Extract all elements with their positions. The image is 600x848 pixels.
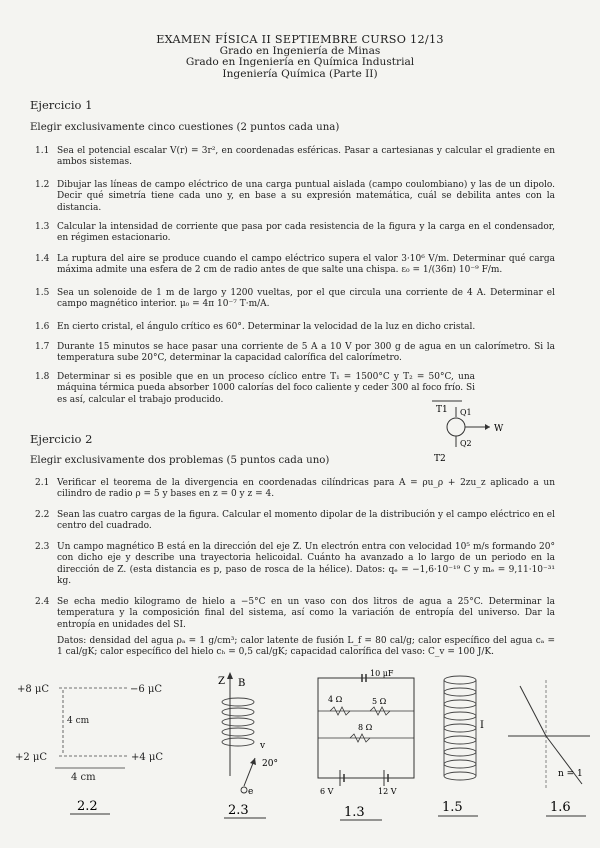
question-number: 1.4 (35, 254, 50, 264)
engine-circle (447, 418, 465, 436)
solenoid-coils (444, 676, 476, 780)
resistor-3-label: 8 Ω (358, 723, 373, 732)
question-number: 2.4 (35, 597, 50, 607)
charge-bottom-left: +2 μC (15, 752, 48, 763)
electron-label: e (248, 787, 254, 797)
question-text: Se echa medio kilogramo de hielo a −5°C en un vaso con dos litros de agua a 25°C. Determinar la temperatura y la composición final del sistema, así como la variación de entropía del universo. Dar la entropía en unidades del SI. (57, 597, 555, 630)
figure-1-6-caption: 1.6 (550, 800, 571, 815)
question-2-2 (35, 510, 555, 533)
figure-2-2 (15, 668, 205, 823)
question-number: 1.7 (35, 342, 50, 352)
z-axis-label: Z (218, 676, 225, 687)
work-label: W (494, 424, 504, 434)
question-number: 2.2 (35, 510, 50, 520)
exercise-2-title: Ejercicio 2 (30, 432, 93, 446)
figure-1-6 (500, 666, 595, 826)
question-number: 1.5 (35, 288, 50, 298)
charge-top-left: +8 μC (17, 684, 50, 695)
exam-title: EXAMEN FÍSICA II SEPTIEMBRE CURSO 12/13 (156, 33, 444, 46)
question-text: La ruptura del aire se produce cuando el campo eléctrico supera el valor 3·10⁶ V/m. Determinar qué carga máxima admite una esfera de 2 cm de radio antes de que salte una chispa. ε₀ = 1/(36π) 10⁻⁹ F/m. (57, 254, 555, 276)
question-number: 1.1 (35, 146, 50, 156)
question-2-1 (35, 478, 555, 501)
refractive-index-label: n = 1 (558, 769, 583, 779)
figure-2-3 (210, 666, 300, 826)
question-1-6 (35, 322, 555, 333)
exercise-1-instructions: Elegir exclusivamente cinco cuestiones (2 puntos cada una) (30, 122, 340, 133)
side-length-label: 4 cm (71, 772, 96, 783)
question-text: Datos: densidad del agua ρₐ = 1 g/cm³; calor latente de fusión L_f = 80 cal/g; calor específico del agua cₐ = 1 cal/gK; calor específico del hielo cₕ = 0,5 cal/gK; capacidad calorífica del vaso: C_v = 100 J/K. (57, 636, 555, 658)
question-text: Calcular la intensidad de corriente que pasa por cada resistencia de la figura y la carga en el condensador, en régimen estacionario. (57, 222, 555, 244)
figure-1-5-caption: 1.5 (442, 800, 463, 815)
resistor-1-label: 4 Ω (328, 695, 343, 704)
question-number: 2.1 (35, 478, 50, 488)
capacitor-label: 10 μF (370, 669, 394, 678)
question-1-4 (35, 254, 555, 277)
question-number: 1.8 (35, 372, 50, 382)
question-number: 1.6 (35, 322, 50, 332)
question-number: 1.3 (35, 222, 50, 232)
velocity-label: v (260, 741, 266, 751)
degree-line-3: Ingeniería Química (Parte II) (222, 67, 378, 80)
battery-2-label: 12 V (378, 787, 397, 796)
question-text: Determinar si es posible que en un proceso cíclico entre T₁ = 1500°C y T₂ = 50°C, una máquina térmica pueda absorber 1000 calorías del foco caliente y ceder 300 al foco frío. Si es así, calcular el trabajo producido. (57, 372, 475, 405)
question-text: Verificar el teorema de la divergencia en coordenadas cilíndricas para A = ρu_ρ + 2zu_z aplicado a un cilindro de radio ρ = 5 y bases en z = 0 y z = 4. (57, 478, 555, 500)
question-text: Dibujar las líneas de campo eléctrico de una carga puntual aislada (campo coulombiano) y las de un dipolo. Decir qué simetría tiene cada uno y, en base a su expresión matemática, cuál se debilita antes con la distancia. (57, 180, 555, 213)
question-1-8 (35, 372, 475, 406)
angle-label: 20° (262, 759, 278, 769)
exercise-2-instructions: Elegir exclusivamente dos problemas (5 puntos cada uno) (30, 455, 330, 466)
battery-1-label: 6 V (320, 787, 334, 796)
heat-engine-figure (420, 395, 540, 465)
question-2-3 (35, 542, 555, 587)
question-2-4-data (35, 636, 555, 659)
question-text: Un campo magnético B está en la dirección del eje Z. Un electrón entra con velocidad 10⁵ m/s formando 20° con dicho eje y describe una trayectoria helicoidal. Cuánto ha avanzado a lo largo de un periodo en la dirección de Z. (esta distancia es p, paso de rosca de la hélice). Datos: qₑ = −1,6·10⁻¹⁹ C y mₑ = 9,11·10⁻³¹ kg. (57, 542, 555, 586)
figure-2-2-caption: 2.2 (77, 799, 98, 814)
heat-in-label: Q1 (460, 408, 472, 417)
question-1-1 (35, 146, 555, 169)
resistor-2-label: 5 Ω (372, 697, 387, 706)
question-text: Durante 15 minutos se hace pasar una corriente de 5 A a 10 V por 300 g de agua en un calorímetro. Si la temperatura sube 20°C, determinar la capacidad calorífica del calorímetro. (57, 342, 555, 364)
question-text: Sean las cuatro cargas de la figura. Calcular el momento dipolar de la distribución y el campo eléctrico en el centro del cuadrado. (57, 510, 555, 532)
current-label: I (480, 720, 484, 731)
exercise-1-title: Ejercicio 1 (30, 98, 93, 112)
question-2-4 (35, 597, 555, 631)
figure-1-3 (310, 666, 430, 826)
degree-line-1: Grado en Ingeniería de Minas (219, 44, 381, 57)
hot-reservoir-label: T1 (436, 405, 448, 415)
question-text: Sea un solenoide de 1 m de largo y 1200 vueltas, por el que circula una corriente de 4 A. Determinar el campo magnético interior. μ₀ = 4π 10⁻⁷ T·m/A. (57, 288, 555, 310)
degree-line-2: Grado en Ingeniería en Química Industrial (185, 56, 415, 68)
figure-1-5 (432, 666, 502, 826)
question-number: 2.3 (35, 542, 50, 552)
figure-1-3-caption: 1.3 (344, 805, 365, 820)
question-number: 1.2 (35, 180, 50, 190)
cold-reservoir-label: T2 (434, 454, 446, 464)
charge-bottom-right: +4 μC (131, 752, 164, 763)
b-field-label: B (238, 678, 246, 689)
question-text: En cierto cristal, el ángulo crítico es 60°. Determinar la velocidad de la luz en dicho cristal. (57, 322, 476, 332)
exam-header (0, 34, 600, 80)
helix-coils (222, 698, 254, 746)
charge-top-right: −6 μC (130, 684, 163, 695)
question-1-5 (35, 288, 555, 311)
question-text: Sea el potencial escalar V(r) = 3r², en coordenadas esféricas. Pasar a cartesianas y calcular el gradiente en ambos sistemas. (57, 146, 555, 168)
question-1-7 (35, 342, 555, 365)
heat-out-label: Q2 (460, 439, 472, 448)
side-height-label: 4 cm (67, 716, 90, 726)
figure-2-3-caption: 2.3 (228, 803, 249, 818)
question-1-3 (35, 222, 555, 245)
question-1-2 (35, 180, 555, 214)
